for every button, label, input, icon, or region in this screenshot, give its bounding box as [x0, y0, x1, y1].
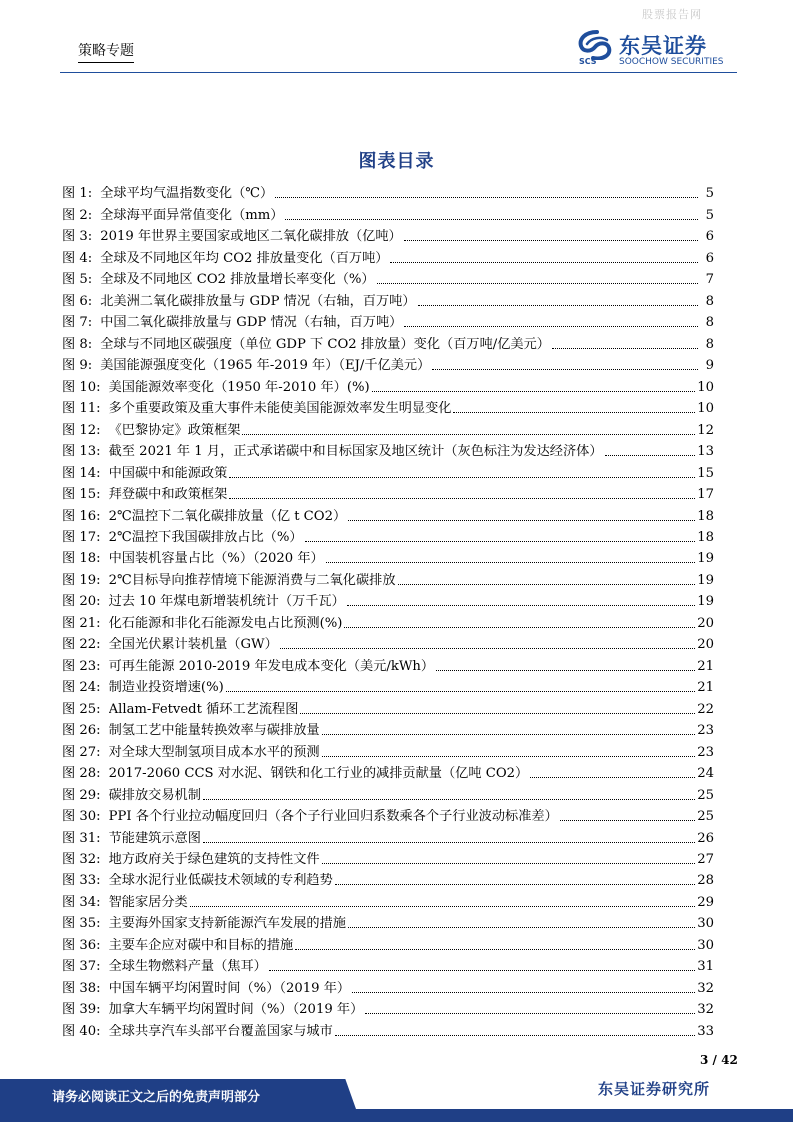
toc-entry[interactable] — [62, 609, 714, 630]
toc-entry-title: 过去 10 年煤电新增装机统计（万千瓦） — [108, 594, 345, 610]
toc-entry-title: 对全球大型制氢项目成本水平的预测 — [108, 744, 320, 760]
toc-entry-page: 30 — [697, 937, 714, 953]
toc-entry-label: 图 38: — [62, 980, 101, 996]
toc-entry[interactable] — [62, 760, 714, 781]
toc-entry[interactable] — [62, 481, 714, 502]
toc-dot-leader — [404, 240, 698, 241]
toc-entry-title: 2℃目标导向推荐情境下能源消费与二氧化碳排放 — [108, 572, 396, 588]
toc-entry-title: 地方政府关于绿色建筑的支持性文件 — [108, 852, 320, 867]
toc-entry[interactable] — [62, 738, 714, 759]
toc-entry-page: 20 — [697, 637, 714, 653]
toc-entry-label: 图 25: — [62, 701, 101, 717]
logo-mark-icon — [577, 30, 617, 60]
toc-entry-title: 化石能源和非化石能源发电占比预测(%) — [108, 615, 343, 631]
toc-entry[interactable] — [62, 931, 714, 952]
toc-entry-label: 图 9: — [62, 358, 93, 374]
toc-entry-label: 图 8: — [62, 336, 93, 352]
toc-dot-leader — [322, 756, 696, 757]
toc-dot-leader — [335, 884, 695, 885]
toc-dot-leader — [404, 326, 698, 327]
toc-entry-title: 2℃温控下二氧化碳排放量（亿 t CO2） — [108, 508, 347, 524]
toc-dot-leader — [560, 820, 695, 821]
page-number: 3 / 42 — [700, 1053, 738, 1067]
toc-entry-label: 图 20: — [62, 594, 101, 610]
toc-entry[interactable] — [62, 888, 714, 909]
toc-entry-label: 图 13: — [62, 444, 101, 460]
toc-entry-label: 图 40: — [62, 1023, 101, 1039]
toc-dot-leader — [203, 842, 695, 843]
toc-entry-page: 8 — [705, 315, 714, 331]
toc-entry-title: 2017-2060 CCS 对水泥、钢铁和化工行业的减排贡献量（亿吨 CO2） — [108, 766, 529, 782]
toc-entry-label: 图 37: — [62, 959, 101, 975]
toc-entry-label: 图 34: — [62, 894, 101, 910]
toc-title: 图表目录 — [358, 151, 435, 172]
toc-entry-title: PPI 各个行业拉动幅度回归（各个子行业回归系数乘各个子行业波动标准差） — [108, 809, 558, 825]
toc-entry-page: 9 — [705, 358, 714, 374]
toc-entry[interactable] — [62, 695, 714, 716]
toc-entry-title: 碳排放交易机制 — [108, 787, 201, 803]
toc-entry[interactable] — [62, 545, 714, 566]
toc-entry-page: 7 — [705, 272, 714, 288]
toc-entry-label: 图 2: — [62, 207, 93, 223]
toc-entry-page: 26 — [697, 830, 714, 846]
toc-entry-page: 33 — [697, 1023, 714, 1039]
toc-entry-page: 19 — [697, 551, 714, 567]
toc-entry-title: 全球及不同地区年均 CO2 排放量变化（百万吨） — [100, 250, 389, 266]
toc-entry-title: 中国碳中和能源政策 — [108, 465, 228, 481]
toc-entry[interactable] — [62, 974, 714, 995]
toc-entry[interactable] — [62, 309, 714, 330]
toc-entry-title: 中国装机容量占比（%）（2020 年） — [108, 551, 324, 567]
toc-entry[interactable] — [62, 867, 714, 888]
toc-entry[interactable] — [62, 201, 714, 222]
toc-entry[interactable] — [62, 524, 714, 545]
toc-dot-leader — [347, 605, 695, 606]
toc-entry-title: 美国能源强度变化（1965 年-2019 年）（EJ/千亿美元） — [100, 358, 431, 374]
toc-entry-title: 全球海平面异常值变化（mm） — [100, 207, 284, 223]
toc-dot-leader — [418, 305, 698, 306]
toc-entry-label: 图 23: — [62, 658, 101, 674]
toc-entry-title: 全球及不同地区 CO2 排放量增长率变化（%） — [100, 272, 375, 288]
toc-entry[interactable] — [62, 803, 714, 824]
toc-entry[interactable] — [62, 330, 714, 351]
toc-entry[interactable] — [62, 416, 714, 437]
toc-entry-title: 主要海外国家支持新能源汽车发展的措施 — [108, 916, 346, 932]
toc-entry[interactable] — [62, 717, 714, 738]
toc-entry-label: 图 6: — [62, 293, 93, 309]
toc-entry[interactable] — [62, 588, 714, 609]
toc-entry-label: 图 35: — [62, 916, 101, 932]
toc-entry-title: 全球水泥行业低碳技术领域的专利趋势 — [108, 873, 333, 889]
toc-dot-leader — [229, 477, 695, 478]
toc-dot-leader — [226, 691, 695, 692]
toc-entry-page: 6 — [705, 229, 714, 245]
toc-entry[interactable] — [62, 824, 714, 845]
logo-name: 东吴证券 — [619, 34, 707, 58]
toc-entry-label: 图 10: — [62, 379, 101, 395]
toc-entry[interactable] — [62, 652, 714, 673]
toc-dot-leader — [432, 369, 698, 370]
toc-dot-leader — [335, 1035, 695, 1036]
toc-entry-page: 19 — [697, 572, 714, 588]
toc-entry[interactable] — [62, 438, 714, 459]
toc-entry-label: 图 16: — [62, 508, 101, 524]
toc-entry-page: 13 — [697, 444, 714, 460]
toc-entry-label: 图 28: — [62, 766, 101, 782]
toc-entry[interactable] — [62, 953, 714, 974]
header-rule — [60, 72, 737, 73]
toc-entry-title: 全球平均气温指数变化（℃） — [100, 186, 274, 202]
toc-entry[interactable] — [62, 395, 714, 416]
toc-dot-leader — [372, 391, 696, 392]
toc-entry-page: 12 — [697, 422, 714, 438]
toc-entry-label: 图 5: — [62, 272, 93, 288]
toc-entry[interactable] — [62, 244, 714, 265]
toc-entry-page: 21 — [697, 680, 714, 696]
toc-entry-label: 图 30: — [62, 809, 101, 825]
toc-dot-leader — [322, 734, 696, 735]
toc-entry-label: 图 4: — [62, 250, 93, 266]
toc-dot-leader — [348, 927, 695, 928]
toc-entry-title: 制氢工艺中能量转换效率与碳排放量 — [108, 723, 320, 739]
toc-entry[interactable] — [62, 287, 714, 308]
toc-entry-title: 中国车辆平均闲置时间（%）（2019 年） — [108, 980, 351, 996]
toc-entry-page: 30 — [697, 916, 714, 932]
toc-entry-page: 24 — [697, 766, 714, 782]
toc-entry-label: 图 36: — [62, 937, 101, 953]
toc-entry-page: 27 — [697, 852, 714, 867]
toc-entry-label: 图 31: — [62, 830, 101, 846]
toc-entry-title: 加拿大车辆平均闲置时间（%）（2019 年） — [108, 1002, 364, 1018]
toc-dot-leader — [605, 455, 696, 456]
toc-dot-leader — [285, 219, 698, 220]
toc-dot-leader — [242, 434, 695, 435]
toc-entry[interactable] — [62, 674, 714, 695]
toc-entry-page: 10 — [697, 379, 714, 395]
toc-dot-leader — [280, 648, 695, 649]
toc-entry-page: 5 — [705, 186, 714, 202]
company-logo — [577, 30, 737, 70]
toc-entry-page: 6 — [705, 250, 714, 266]
toc-entry[interactable] — [62, 223, 714, 244]
toc-dot-leader — [203, 799, 695, 800]
toc-entry-page: 17 — [697, 487, 714, 503]
toc-entry-title: 全球共享汽车头部平台覆盖国家与城市 — [108, 1023, 333, 1039]
toc-dot-leader — [229, 498, 695, 499]
toc-entry[interactable] — [62, 352, 714, 373]
toc-entry-title: 全球与不同地区碳强度（单位 GDP 下 CO2 排放量）变化（百万吨/亿美元） — [100, 336, 550, 352]
toc-dot-leader — [552, 348, 698, 349]
logo-abbr: SCS — [579, 57, 597, 66]
toc-entry-title: 2℃温控下我国碳排放占比（%） — [108, 529, 303, 545]
toc-entry[interactable] — [62, 502, 714, 523]
toc-entry-page: 28 — [697, 873, 714, 889]
footer-band — [0, 1109, 793, 1122]
toc-dot-leader — [300, 713, 695, 714]
toc-entry[interactable] — [62, 846, 714, 867]
toc-dot-leader — [453, 412, 695, 413]
toc-entry-label: 图 1: — [62, 186, 93, 202]
disclaimer-text: 请务必阅读正文之后的免责声明部分 — [52, 1090, 261, 1105]
toc-entry-title: 《巴黎协定》政策框架 — [108, 422, 241, 438]
toc-dot-leader — [275, 197, 698, 198]
toc-entry[interactable] — [62, 459, 714, 480]
logo-english: SOOCHOW SECURITIES — [619, 57, 724, 67]
toc-entry[interactable] — [62, 781, 714, 802]
toc-dot-leader — [269, 970, 695, 971]
toc-dot-leader — [322, 863, 696, 864]
toc-entry-label: 图 15: — [62, 487, 101, 503]
toc-entry[interactable] — [62, 996, 714, 1017]
toc-entry-label: 图 32: — [62, 852, 101, 867]
toc-entry-page: 31 — [697, 959, 714, 975]
section-tag: 策略专题 — [78, 40, 134, 63]
toc-entry-label: 图 39: — [62, 1002, 101, 1018]
toc-entry-page: 5 — [705, 207, 714, 223]
toc-entry-page: 22 — [697, 701, 714, 717]
toc-dot-leader — [398, 584, 696, 585]
toc-entry-title: 中国二氧化碳排放量与 GDP 情况（右轴，百万吨） — [100, 315, 403, 331]
toc-dot-leader — [377, 283, 698, 284]
watermark: 股票报告网 — [642, 8, 702, 21]
toc-entry-label: 图 7: — [62, 315, 93, 331]
toc-entry-title: 北美洲二氧化碳排放量与 GDP 情况（右轴，百万吨） — [100, 293, 416, 309]
toc-dot-leader — [530, 777, 695, 778]
toc-entry-title: 全球生物燃料产量（焦耳） — [108, 959, 267, 975]
toc-entry-page: 19 — [697, 594, 714, 610]
toc-entry-title: 智能家居分类 — [108, 894, 188, 910]
toc-entry-page: 25 — [697, 809, 714, 825]
toc-entry[interactable] — [62, 910, 714, 931]
toc-dot-leader — [348, 520, 695, 521]
toc-entry-page: 18 — [697, 508, 714, 524]
toc-entry-page: 23 — [697, 744, 714, 760]
toc-entry-page: 8 — [705, 336, 714, 352]
toc-entry-label: 图 22: — [62, 637, 101, 653]
toc-dot-leader — [344, 627, 695, 628]
toc-entry-label: 图 26: — [62, 723, 101, 739]
toc-entry-label: 图 11: — [62, 401, 101, 417]
toc-dot-leader — [295, 949, 695, 950]
toc-entry-label: 图 27: — [62, 744, 101, 760]
toc-entry-page: 18 — [697, 529, 714, 545]
toc-entry[interactable] — [62, 266, 714, 287]
toc-entry-label: 图 12: — [62, 422, 101, 438]
toc-entry-title: 美国能源效率变化（1950 年-2010 年）(%) — [108, 379, 370, 395]
toc-entry-page: 15 — [697, 465, 714, 481]
toc-entry[interactable] — [62, 373, 714, 394]
toc-entry-title: Allam-Fetvedt 循环工艺流程图 — [108, 701, 299, 717]
toc-entry-label: 图 18: — [62, 551, 101, 567]
toc-entry-page: 32 — [697, 980, 714, 996]
toc-entry-title: 多个重要政策及重大事件未能使美国能源效率发生明显变化 — [108, 401, 452, 417]
toc-entry-page: 25 — [697, 787, 714, 803]
toc-entry-title: 节能建筑示意图 — [108, 830, 201, 846]
toc-entry-title: 制造业投资增速(%) — [108, 680, 224, 696]
toc-entry[interactable] — [62, 180, 714, 201]
toc-entry-label: 图 3: — [62, 229, 93, 245]
toc-entry-page: 23 — [697, 723, 714, 739]
toc-entry-label: 图 14: — [62, 465, 101, 481]
toc-dot-leader — [190, 906, 695, 907]
toc-entry[interactable] — [62, 631, 714, 652]
toc-dot-leader — [365, 1013, 695, 1014]
toc-entry-label: 图 19: — [62, 572, 101, 588]
toc-entry-label: 图 33: — [62, 873, 101, 889]
toc-entry-title: 截至 2021 年 1 月，正式承诺碳中和目标国家及地区统计（灰色标注为发达经济体） — [108, 444, 603, 460]
toc-entry-label: 图 24: — [62, 680, 101, 696]
toc-entry-page: 21 — [697, 658, 714, 674]
toc-entry[interactable] — [62, 1017, 714, 1038]
toc-entry-page: 29 — [697, 894, 714, 910]
toc-dot-leader — [305, 541, 696, 542]
toc-dot-leader — [436, 670, 695, 671]
toc-list — [62, 180, 714, 1039]
toc-dot-leader — [352, 992, 695, 993]
toc-entry-title: 全国光伏累计装机量（GW） — [108, 637, 278, 653]
institute-name: 东吴证券研究所 — [598, 1080, 711, 1098]
toc-entry-page: 10 — [697, 401, 714, 417]
toc-dot-leader — [390, 262, 698, 263]
toc-entry-label: 图 29: — [62, 787, 101, 803]
toc-entry-title: 主要车企应对碳中和目标的措施 — [108, 937, 294, 953]
toc-entry-title: 2019 年世界主要国家或地区二氧化碳排放（亿吨） — [100, 229, 402, 245]
toc-entry-title: 拜登碳中和政策框架 — [108, 487, 228, 503]
toc-entry-page: 20 — [697, 615, 714, 631]
toc-entry-label: 图 17: — [62, 529, 101, 545]
toc-entry-page: 8 — [705, 293, 714, 309]
toc-dot-leader — [326, 562, 695, 563]
toc-entry[interactable] — [62, 566, 714, 587]
toc-entry-label: 图 21: — [62, 615, 101, 631]
toc-entry-title: 可再生能源 2010-2019 年发电成本变化（美元/kWh） — [108, 658, 435, 674]
toc-entry-page: 32 — [697, 1002, 714, 1018]
